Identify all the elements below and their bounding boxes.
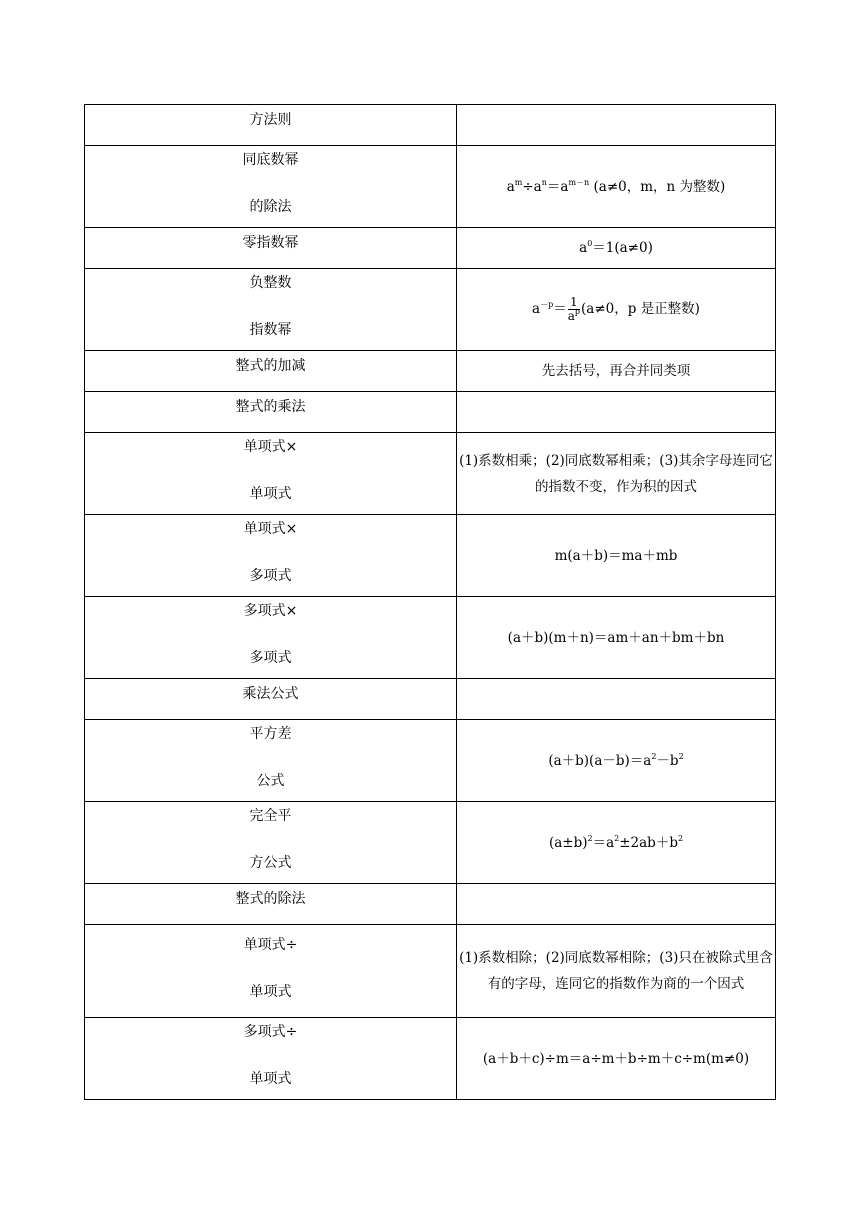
rule-name-cell <box>85 802 457 884</box>
table-row <box>85 269 776 351</box>
rule-name-line: 单项式× <box>243 439 298 455</box>
table-row <box>85 884 776 925</box>
rule-name-cell <box>85 433 457 515</box>
rule-name-cell <box>85 679 457 720</box>
table-row <box>85 679 776 720</box>
rule-content-cell <box>457 105 776 146</box>
rules-table <box>84 104 776 1100</box>
formula: $(a\pm b)^2=a^2\pm 2ab+b^2$ <box>548 833 684 851</box>
rule-name-line: 多项式 <box>249 568 292 584</box>
table-row <box>85 433 776 515</box>
formula: $a^m\div a^n=a^{m-n}$ (a≠0，m，n 为整数) <box>506 177 726 195</box>
formula-cell <box>457 515 776 597</box>
formula: $(a+b)(a-b)=a^2-b^2$ <box>548 751 684 769</box>
rule-name-line: 多项式 <box>249 650 292 666</box>
rule-content-cell <box>457 433 776 515</box>
rule-name-cell <box>85 925 457 1018</box>
formula-cell <box>457 228 776 269</box>
rule-name-cell <box>85 884 457 925</box>
rule-name-cell <box>85 105 457 146</box>
rule-name-line: 方公式 <box>249 855 292 871</box>
rule-content: (1)系数相除；(2)同底数幂相除；(3)只在被除式里含有的字母，连同它的指数作为商的一个因式 <box>459 950 773 992</box>
rule-name-line: 平方差 <box>249 726 292 742</box>
rule-name-cell <box>85 351 457 392</box>
fraction: $\frac{1}{a^p}$ <box>567 295 581 323</box>
rule-content-cell <box>457 679 776 720</box>
formula: (a＋b)(m＋n)＝am＋an＋bm＋bn <box>507 629 725 646</box>
formula-cell <box>457 146 776 228</box>
rule-name-cell <box>85 515 457 597</box>
rule-name-cell <box>85 146 457 228</box>
formula-cell <box>457 802 776 884</box>
rule-name: 整式的加减 <box>235 358 306 374</box>
rule-name-line: 单项式 <box>249 1071 292 1087</box>
formula-cell <box>457 720 776 802</box>
rule-name: 整式的乘法 <box>235 399 306 415</box>
rule-content: 先去括号，再合并同类项 <box>541 363 691 379</box>
rule-name-cell <box>85 597 457 679</box>
rule-name-line: 单项式÷ <box>243 936 298 953</box>
rule-name-cell <box>85 269 457 351</box>
table-row <box>85 597 776 679</box>
rule-name-line: 多项式× <box>243 603 298 619</box>
table-row <box>85 515 776 597</box>
table-row <box>85 392 776 433</box>
rule-name: 方法则 <box>249 112 292 128</box>
table-row <box>85 720 776 802</box>
table-row <box>85 802 776 884</box>
rule-content-cell <box>457 351 776 392</box>
rule-name-line: 公式 <box>256 773 285 789</box>
formula: $a^{-p}=$ $\frac{1}{a^p}$ (a≠0，p 是正整数) <box>532 295 700 323</box>
rule-name-line: 完全平 <box>249 808 292 824</box>
rule-name: 乘法公式 <box>242 686 299 702</box>
rule-name-line: 单项式 <box>249 983 292 1000</box>
rule-name: 整式的除法 <box>235 891 306 907</box>
formula: (a＋b＋c)÷m＝a÷m＋b÷m＋c÷m(m≠0) <box>482 1050 750 1067</box>
rule-content-cell <box>457 925 776 1018</box>
formula-cell <box>457 269 776 351</box>
formula-cell <box>457 1018 776 1100</box>
rule-name-cell <box>85 228 457 269</box>
rule-content-cell <box>457 392 776 433</box>
rule-content: (1)系数相乘；(2)同底数幂相乘；(3)其余字母连同它的指数不变，作为积的因式 <box>459 452 773 495</box>
rule-name-cell <box>85 392 457 433</box>
table-row <box>85 105 776 146</box>
table-row <box>85 351 776 392</box>
rule-name: 零指数幂 <box>242 235 299 251</box>
rule-name-line: 负整数 <box>249 275 292 291</box>
rule-name-line: 多项式÷ <box>243 1024 298 1040</box>
table-row <box>85 925 776 1018</box>
rule-name-line: 指数幂 <box>249 322 292 338</box>
rule-name-cell <box>85 720 457 802</box>
table-row <box>85 1018 776 1100</box>
rule-name-line: 同底数幂 <box>242 152 299 168</box>
rule-name-cell <box>85 1018 457 1100</box>
table-row <box>85 146 776 228</box>
rule-name-line: 单项式 <box>249 486 292 502</box>
rule-name-line: 单项式× <box>243 521 298 537</box>
formula: $a^0=1(a\ne 0)$ <box>579 239 653 256</box>
rule-name-line: 的除法 <box>249 199 292 215</box>
rule-content-cell <box>457 884 776 925</box>
formula: m(a＋b)＝ma＋mb <box>554 547 678 564</box>
table-row <box>85 228 776 269</box>
formula-cell <box>457 597 776 679</box>
